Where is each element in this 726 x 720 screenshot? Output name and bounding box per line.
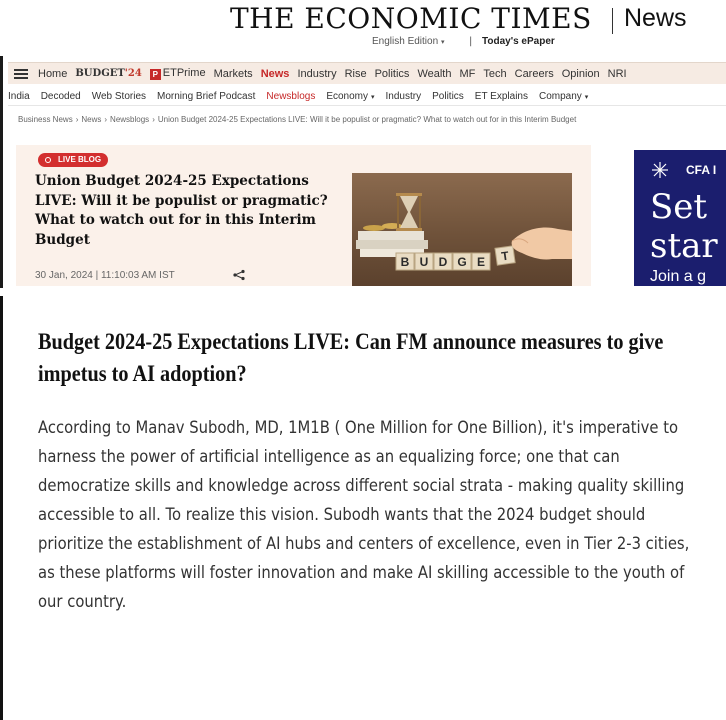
etprime-logo-icon: P [150, 69, 161, 80]
subnav-item-morning-brief[interactable]: Morning Brief Podcast [157, 91, 256, 102]
nav-item-markets[interactable]: Markets [213, 67, 253, 80]
subnav-item-politics[interactable]: Politics [432, 91, 464, 102]
nav-item-rise[interactable]: Rise [344, 67, 367, 80]
chevron-down-icon: ▾ [371, 94, 375, 101]
block-letter-g: G [457, 255, 467, 269]
hero-budget-image[interactable] [352, 173, 572, 286]
budget-blocks-illustration [352, 173, 572, 286]
block-letter-t: T [500, 248, 510, 264]
subnav-item-et-explains[interactable]: ET Explains [474, 91, 528, 102]
cfa-logo-icon [652, 162, 668, 178]
ad-headline-line1: Set [650, 187, 708, 227]
edition-separator: | [469, 36, 473, 47]
block-letter-e: E [476, 255, 486, 269]
hero-timestamp: 30 Jan, 2024 | 11:10:03 AM IST [35, 270, 175, 281]
site-logo[interactable]: THE ECONOMIC TIMES [230, 2, 592, 35]
logo-divider [612, 8, 613, 34]
breadcrumb-separator: › [104, 115, 108, 124]
etprime-label: ETPrime [162, 67, 206, 79]
live-blog-label: LIVE BLOG [58, 155, 102, 164]
subnav-item-economy[interactable] [326, 91, 374, 102]
live-blog-badge [38, 153, 108, 167]
nav-item-etprime[interactable] [150, 67, 206, 80]
budget-prefix: BUDGET [75, 68, 125, 79]
section-name[interactable]: News [624, 4, 687, 32]
left-edge-bar [0, 296, 3, 720]
nav-item-mf[interactable]: MF [459, 67, 476, 80]
breadcrumb-separator: › [75, 115, 79, 124]
entry-title: Budget 2024-25 Expectations LIVE: Can FM announce measures to give impetus to AI adoption? [38, 329, 664, 386]
hamburger-menu-icon[interactable] [14, 69, 28, 79]
nav-item-wealth[interactable]: Wealth [417, 67, 452, 80]
main-nav [8, 62, 726, 84]
nav-item-nri[interactable]: NRI [607, 67, 627, 80]
block-letter-b: B [400, 255, 410, 269]
nav-item-opinion[interactable]: Opinion [561, 67, 600, 80]
nav-item-careers[interactable]: Careers [514, 67, 554, 80]
ad-brand: CFA I [686, 163, 717, 177]
subnav-item-india[interactable]: India [8, 91, 30, 102]
nav-item-news[interactable]: News [260, 67, 290, 80]
live-blog-hero[interactable] [16, 145, 591, 286]
edition-selector[interactable] [372, 36, 444, 47]
edition-label: English Edition [372, 36, 439, 47]
block-letter-d: D [438, 255, 448, 269]
block-letter-u: U [419, 255, 429, 269]
breadcrumb [18, 115, 726, 124]
entry-body: According to Manav Subodh, MD, 1M1B ( One Million for One Billion), it's imperative to harness the power of artificial intelligence as an equalizing force; one that can democratize skills and knowledge across different social strata - making quality skilling accessible to all. To realize this vision. Subodh wants that the 2024 budget should prioritize the establishment of AI hubs and centers of excellence, even in Tier 2-3 cities, as these platforms will foster innovation and make AI skilling accessible to the youth of our country. [38, 418, 690, 612]
advertisement[interactable] [634, 150, 726, 286]
breadcrumb-news[interactable]: News [81, 115, 102, 124]
epaper-link[interactable]: Today's ePaper [482, 36, 555, 47]
screenshot-seam [0, 288, 726, 296]
nav-item-budget[interactable] [75, 68, 141, 79]
nav-item-tech[interactable]: Tech [483, 67, 507, 80]
ad-headline-line2: star [650, 226, 718, 266]
masthead [0, 0, 726, 56]
breadcrumb-separator: › [152, 115, 155, 124]
breadcrumb-newsblogs[interactable]: Newsblogs [110, 115, 150, 124]
nav-item-industry[interactable]: Industry [297, 67, 337, 80]
subnav-item-newsblogs[interactable]: Newsblogs [266, 91, 316, 102]
chevron-down-icon: ▾ [584, 94, 589, 101]
subnav-item-decoded[interactable]: Decoded [40, 91, 81, 102]
subnav-item-web-stories[interactable]: Web Stories [91, 91, 147, 102]
subnav-economy-label: Economy [326, 91, 369, 102]
subnav-item-company[interactable] [539, 91, 588, 102]
nav-item-home[interactable]: Home [38, 67, 68, 80]
chevron-down-icon: ▾ [440, 39, 445, 46]
live-dot-icon [45, 157, 51, 163]
share-icon[interactable] [232, 269, 246, 281]
ad-cta: Join a g [650, 268, 707, 285]
hero-title[interactable]: Union Budget 2024-25 Expectations LIVE: Will it be populist or pragmatic? What to watch out for in this Interim Budget [35, 173, 328, 248]
sub-nav [8, 88, 726, 106]
subnav-company-label: Company [538, 91, 582, 102]
budget-suffix: '24 [124, 68, 142, 79]
breadcrumb-current: Union Budget 2024-25 Expectations LIVE: Will it be populist or pragmatic? What to watch out for in this Interim Budget [157, 115, 577, 124]
breadcrumb-business-news[interactable]: Business News [18, 115, 73, 124]
nav-item-politics[interactable]: Politics [374, 67, 410, 80]
subnav-item-industry[interactable]: Industry [385, 91, 422, 102]
